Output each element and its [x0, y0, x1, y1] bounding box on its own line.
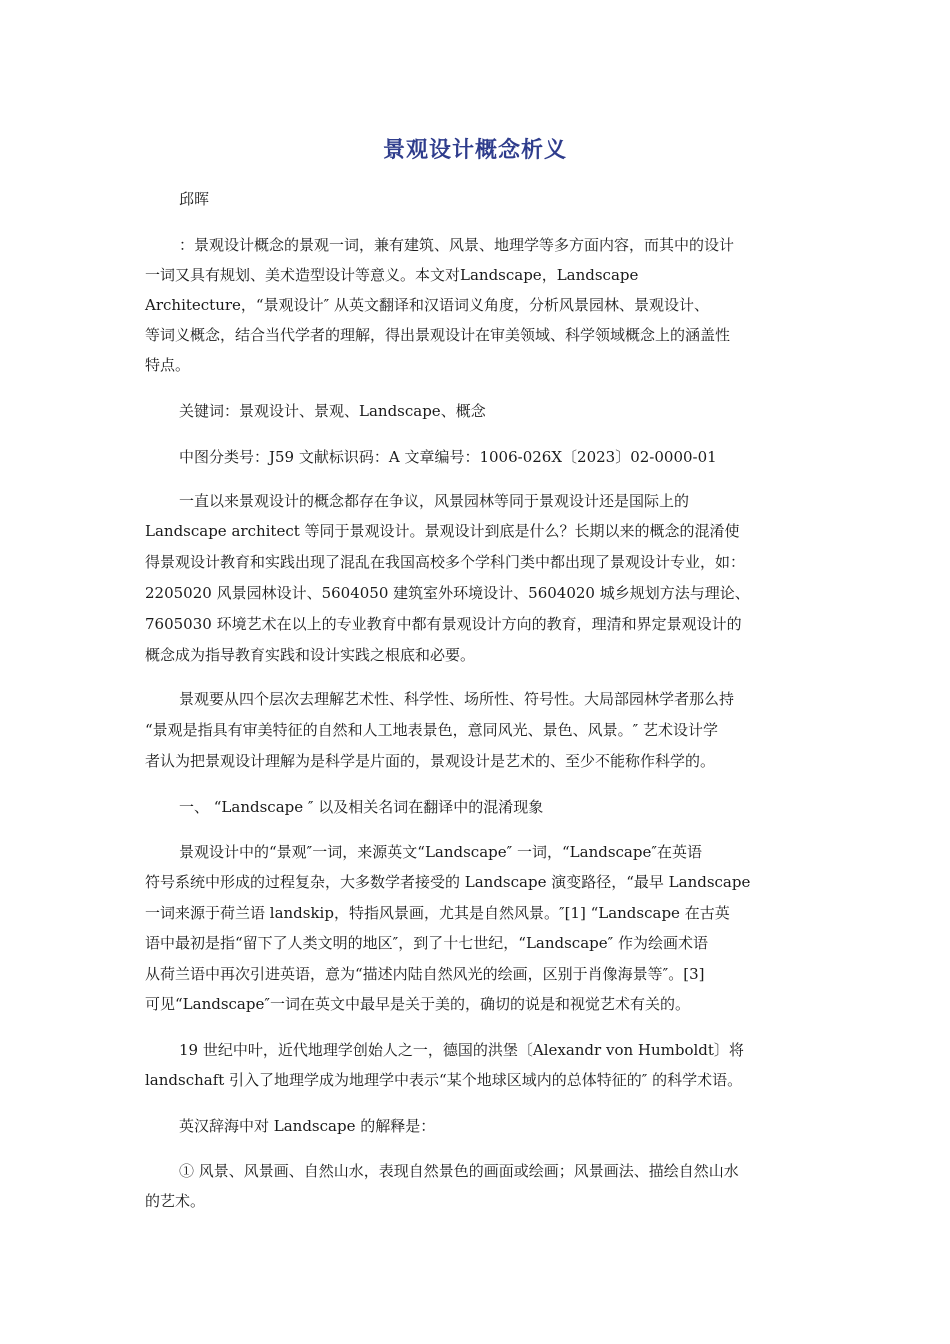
- abstract-line: 一词又具有规划、美术造型设计等意义。本文对Landscape，Landscape: [145, 266, 639, 284]
- abstract-line: 等词义概念，结合当代学者的理解，得出景观设计在审美领域、科学领域概念上的涵盖性: [145, 326, 731, 344]
- author: 邱晖: [179, 190, 210, 208]
- paragraph-line: 景观设计中的“景观″一词，来源英文“Landscape″ 一词，“Landscape″在英语: [179, 843, 702, 861]
- paragraph-line: 2205020 风景园林设计、5604050 建筑室外环境设计、5604020 城乡规划方法与理论、: [145, 584, 750, 602]
- page-title: 景观设计概念析义: [382, 138, 567, 163]
- paragraph-line: 19 世纪中叶，近代地理学创始人之一，德国的洪堡〔Alexandr von Humboldt〕将: [179, 1041, 744, 1059]
- abstract-line: Architecture，“景观设计″ 从英文翻译和汉语词义角度，分析风景园林、景观设计、: [145, 296, 709, 314]
- paragraph-line: 景观要从四个层次去理解艺术性、科学性、场所性、符号性。大局部园林学者那么持: [179, 690, 735, 708]
- abstract-line: ：景观设计概念的景观一词，兼有建筑、风景、地理学等多方面内容，而其中的设计: [179, 236, 735, 254]
- paragraph-line: 一词来源于荷兰语 landskip，特指风景画，尤其是自然风景。″[1] “Landscape 在古英: [145, 904, 730, 922]
- paragraph-line: 一直以来景观设计的概念都存在争议，风景园林等同于景观设计还是国际上的: [179, 492, 690, 510]
- keywords: 关键词：景观设计、景观、Landscape、概念: [179, 402, 486, 420]
- section-heading: 一、 “Landscape ″ 以及相关名词在翻译中的混淆现象: [179, 798, 544, 816]
- paragraph-line: 英汉辞海中对 Landscape 的解释是：: [179, 1117, 436, 1135]
- classification: 中图分类号：J59 文献标识码：A 文章编号：1006-026X〔2023〕02-0000-01: [179, 448, 717, 466]
- paragraph-line: Landscape architect 等同于景观设计。景观设计到底是什么？长期以来的概念的混淆使: [145, 522, 740, 540]
- paragraph-line: “景观是指具有审美特征的自然和人工地表景色，意同风光、景色、风景。″ 艺术设计学: [145, 721, 719, 739]
- abstract-line: 特点。: [145, 356, 191, 374]
- paragraph-line: 得景观设计教育和实践出现了混乱在我国高校多个学科门类中都出现了景观设计专业，如：: [145, 553, 746, 571]
- paragraph-line: 概念成为指导教育实践和设计实践之根底和必要。: [145, 646, 476, 664]
- paragraph-line: 可见“Landscape″一词在英文中最早是关于美的，确切的说是和视觉艺术有关的。: [145, 995, 690, 1013]
- paragraph-line: 者认为把景观设计理解为是科学是片面的，景观设计是艺术的、至少不能称作科学的。: [145, 752, 716, 770]
- paragraph-line: 从荷兰语中再次引进英语，意为“描述内陆自然风光的绘画，区别于肖像海景等″。[3]: [145, 965, 705, 983]
- list-item-line: 的艺术。: [145, 1192, 206, 1210]
- paragraph-line: landschaft 引入了地理学成为地理学中表示“某个地球区域内的总体特征的″ 的科学术语。: [145, 1071, 743, 1089]
- paragraph-line: 语中最初是指“留下了人类文明的地区″，到了十七世纪，“Landscape″ 作为绘画术语: [145, 934, 709, 952]
- paragraph-line: 符号系统中形成的过程复杂，大多数学者接受的 Landscape 演变路径，“最早 Landscape: [145, 873, 751, 891]
- list-item-line: ① 风景、风景画、自然山水，表现自然景色的画面或绘画；风景画法、描绘自然山水: [179, 1162, 739, 1180]
- paragraph-line: 7605030 环境艺术在以上的专业教育中都有景观设计方向的教育，理清和界定景观设计的: [145, 615, 742, 633]
